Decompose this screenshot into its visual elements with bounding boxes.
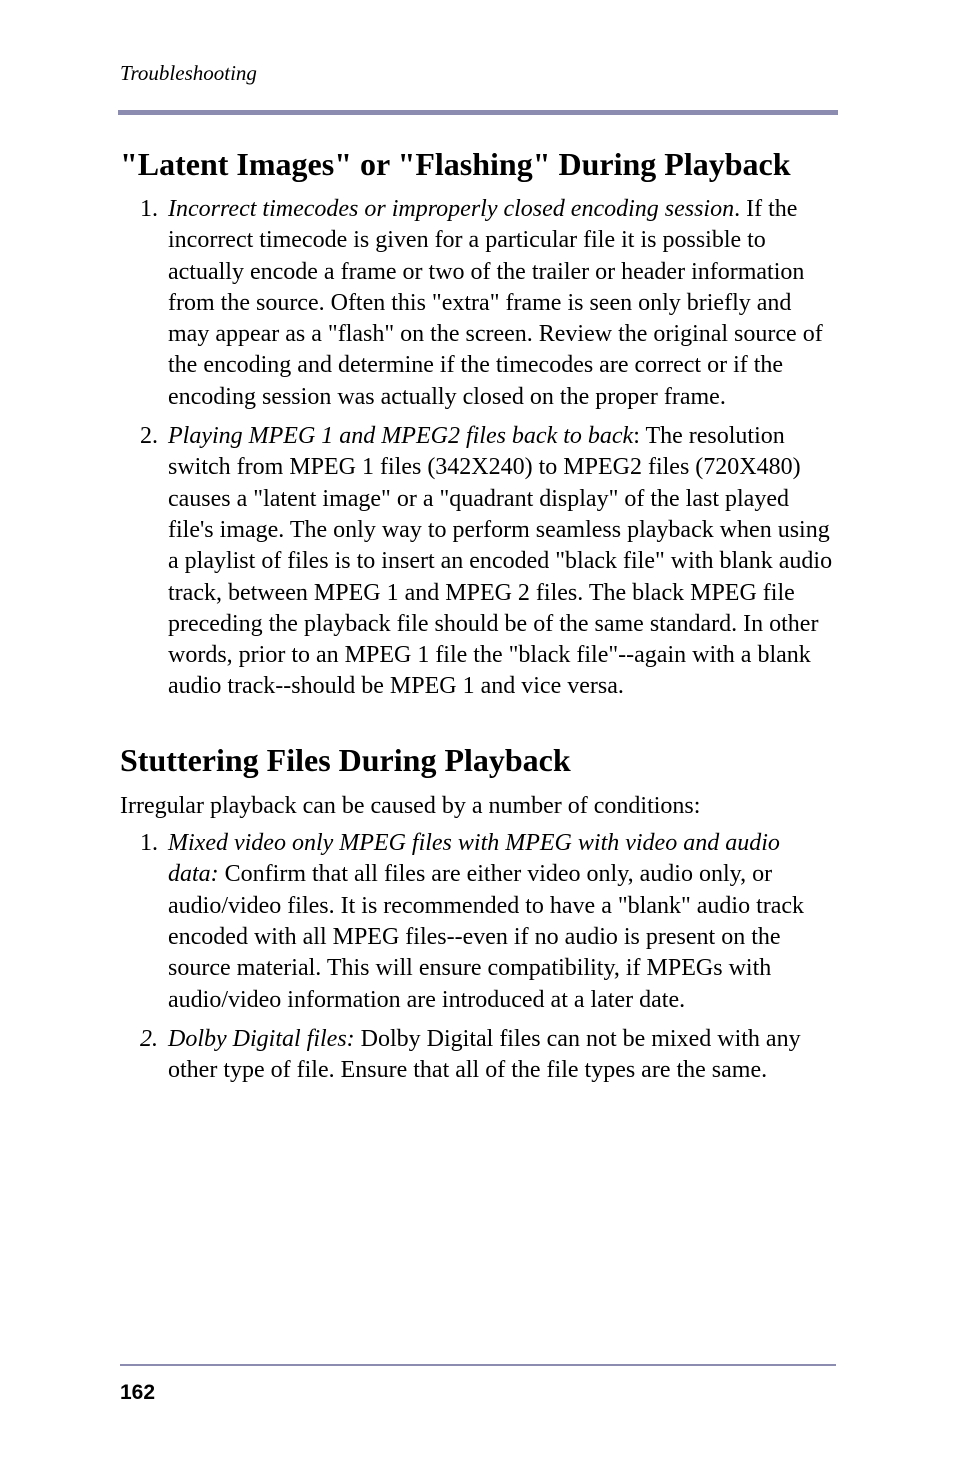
latent-images-list — [120, 194, 835, 703]
list-item-lead: Dolby Digital files: — [168, 1025, 355, 1052]
page-content — [120, 140, 835, 1094]
stuttering-files-list — [120, 828, 835, 1086]
running-head: Troubleshooting — [120, 61, 257, 85]
section-heading-latent-images: "Latent Images" or "Flashing" During Playback — [120, 146, 791, 182]
list-item — [120, 194, 835, 413]
section-intro: Irregular playback can be caused by a number of conditions: — [120, 792, 701, 819]
page-number: 162 — [120, 1381, 156, 1404]
list-item-text: Confirm that all files are either video only, audio only, or audio/video files. It is recommended to have a "blank" audio track encoded with all MPEG files--even if no audio is present on the source material. This will ensure compatibility, if MPEGs with audio/video information are introduced at a later date. — [168, 861, 805, 1013]
header-rule — [118, 110, 838, 115]
list-item-text: . If the incorrect timecode is given for a particular file it is possible to actually encode a frame or two of the trailer or header information from the source. Often this "extra" frame is seen only briefly and may appear as a "flash" on the screen. Review the original source of the encoding and determine if the timecodes are correct or if the encoding session was actually closed on the proper frame. — [168, 196, 823, 410]
list-item-lead: Mixed video only MPEG files with MPEG with video and audio data: — [168, 830, 780, 888]
list-item-number: 1. — [140, 196, 158, 222]
list-item — [120, 828, 835, 1016]
list-item — [120, 421, 835, 703]
list-item-number: 1. — [140, 830, 158, 857]
list-item-number: 2. — [140, 423, 158, 450]
list-item-lead: Playing MPEG 1 and MPEG2 files back to back — [168, 423, 634, 450]
footer-rule — [120, 1364, 836, 1366]
list-item-text: : The resolution switch from MPEG 1 files (342X240) to MPEG2 files (720X480) causes a "latent image" or a "quadrant display" of the last played file's image. The only way to perform seamless playback when using a playlist of files is to insert an encoded "black file" with blank audio track, between MPEG 1 and MPEG 2 files. The black MPEG file preceding the playback file should be of the same standard. In other words, prior to an MPEG 1 file the "black file"--again with a blank audio track--should be MPEG 1 and vice versa. — [168, 423, 833, 700]
list-item-lead: Incorrect timecodes or improperly closed encoding session — [168, 196, 735, 222]
list-item — [120, 1024, 835, 1087]
list-item-number: 2. — [140, 1025, 158, 1052]
section-heading-stuttering-files: Stuttering Files During Playback — [120, 741, 571, 778]
list-item-text: Dolby Digital files can not be mixed with any other type of file. Ensure that all of the file types are the same. — [168, 1025, 801, 1084]
